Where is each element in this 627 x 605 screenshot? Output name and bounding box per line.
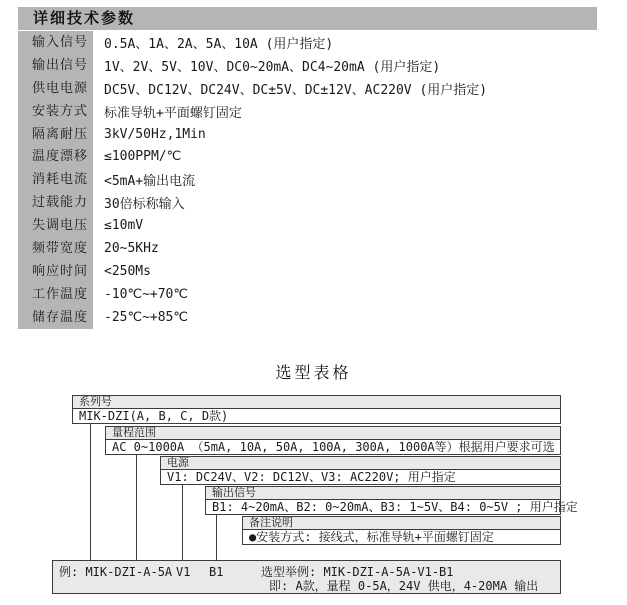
series-value: MIK-DZI(A, B, C, D款) [73,409,560,423]
power-header: 电源 [161,457,560,470]
example-output-code: B1 [209,565,224,579]
table-row [18,100,618,123]
spec-value: DC5V、DC12V、DC24V、DC±5V、DC±12V、AC220V (用户指定) [104,82,488,98]
range-value: AC 0~1000A （5mA, 10A, 50A, 100A, 300A, 1000A等）根据用户要求可选 [106,440,560,454]
table-row [18,123,618,146]
spec-value: <250Ms [104,263,151,279]
example-full-model: 选型举例: MIK-DZI-A-5A-V1-B1 [261,565,454,579]
notes-box [242,516,561,545]
spec-label: 输入信号 [18,31,93,54]
table-row [18,191,618,214]
table-row [18,283,618,306]
example-box [52,560,561,594]
spec-label: 频带宽度 [18,237,93,260]
table-row [18,145,618,168]
table-row [18,214,618,237]
spec-label: 隔离耐压 [18,123,93,146]
spec-table [18,31,618,329]
table-row [18,31,618,54]
spec-value: <5mA+输出电流 [104,174,196,190]
selection-table-title: 选型表格 [275,365,352,382]
connector-line-power [182,485,183,560]
power-box [160,456,561,485]
table-row [18,54,618,77]
page-title: 详细技术参数 [18,7,597,30]
notes-header: 备注说明 [243,517,560,530]
spec-label: 储存温度 [18,306,93,329]
power-value: V1: DC24V、V2: DC12V、V3: AC220V; 用户指定 [161,470,560,484]
spec-label: 供电电源 [18,77,93,100]
series-box [72,395,561,424]
spec-value: ≤10mV [104,218,144,234]
spec-label: 工作温度 [18,283,93,306]
spec-label: 安装方式 [18,100,93,123]
table-row [18,168,618,191]
spec-value: 20~5KHz [104,240,159,256]
spec-value: -25℃~+85℃ [104,309,188,325]
spec-label: 响应时间 [18,260,93,283]
spec-value: ≤100PPM/℃ [104,149,182,165]
spec-value: 标准导轨+平面螺钉固定 [104,105,242,121]
spec-value: 30倍标称输入 [104,197,185,213]
series-header: 系列号 [73,396,560,409]
connector-line-range [136,455,137,560]
spec-value: -10℃~+70℃ [104,286,188,302]
table-row [18,260,618,283]
example-model-prefix: 例: MIK-DZI-A-5A [59,565,173,579]
spec-value: 0.5A、1A、2A、5A、10A (用户指定) [104,36,334,52]
spec-value: 3kV/50Hz,1Min [104,126,206,142]
spec-label: 失调电压 [18,214,93,237]
spec-label: 温度漂移 [18,145,93,168]
range-box [105,426,561,455]
table-row [18,77,618,100]
example-power-code: V1 [176,565,191,579]
range-header: 量程范围 [106,427,560,440]
spec-label: 输出信号 [18,54,93,77]
example-description: 即: A款，量程 0-5A，24V 供电，4-20MA 输出 [269,579,539,593]
output-signal-header: 输出信号 [206,487,560,500]
output-signal-box [205,486,578,515]
table-row [18,237,618,260]
spec-label: 过载能力 [18,191,93,214]
connector-line-series [90,424,91,560]
spec-value: 1V、2V、5V、10V、DC0~20mA、DC4~20mA (用户指定) [104,59,441,75]
table-row [18,306,618,329]
spec-label: 消耗电流 [18,168,93,191]
notes-value: ●安装方式: 接线式，标准导轨+平面螺钉固定 [243,530,560,544]
output-signal-value: B1: 4~20mA、B2: 0~20mA、B3: 1~5V、B4: 0~5V ; 用户指定 [206,500,560,514]
connector-line-output [216,515,217,560]
